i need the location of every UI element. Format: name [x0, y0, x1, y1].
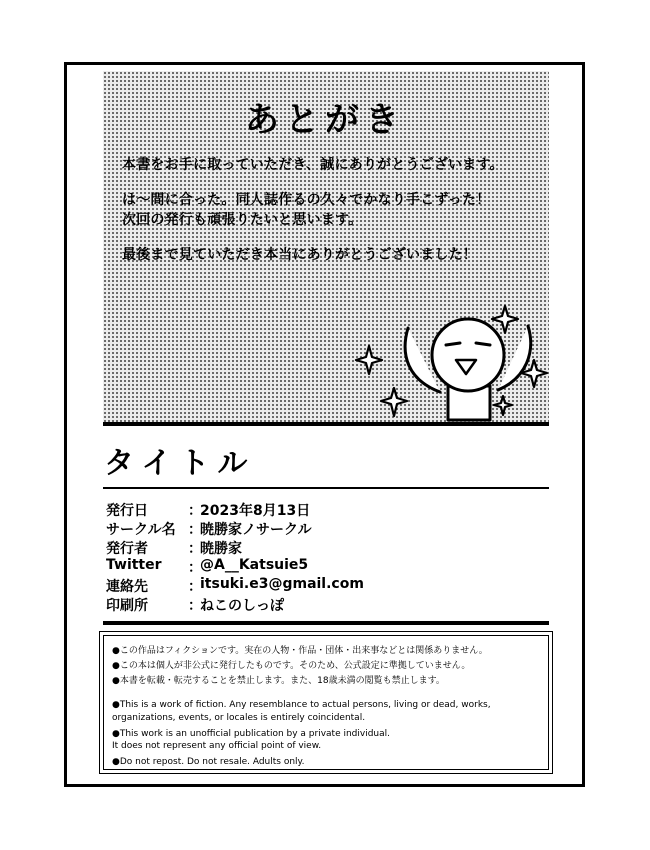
section-rule — [103, 621, 549, 625]
afterword-paragraph-3: 最後まで見ていただき本当にありがとうございました！ — [122, 247, 477, 263]
colophon-separator: ： — [188, 579, 202, 595]
sparkle-icon — [492, 306, 518, 333]
notice-line: It does not represent any official point of view. — [112, 741, 322, 751]
colophon-key: 印刷所 — [106, 598, 148, 614]
notice-line: ●This work is an unofficial publication by a private individual. — [112, 729, 391, 739]
colophon-separator: ： — [188, 522, 202, 538]
sparkle-icon — [381, 388, 407, 416]
title-rule — [103, 487, 549, 489]
colophon-value: @A__Katsuie5 — [200, 557, 309, 573]
colophon-separator: ： — [188, 541, 202, 557]
book-title: タイトル — [104, 446, 256, 481]
sparkle-icon — [356, 346, 382, 374]
afterword-paragraph-1: 本書をお手に取っていただき、誠にありがとうございます。 — [122, 157, 504, 173]
colophon-separator: ： — [188, 560, 202, 576]
colophon-key: Twitter — [106, 557, 162, 573]
colophon-key: サークル名 — [106, 522, 176, 538]
colophon-separator: ： — [188, 598, 202, 614]
afterword-paragraph-2-line-2: 次回の発行も頑張りたいと思います。 — [122, 212, 363, 228]
notice-line: ●この本は個人が非公式に発行したものです。そのため、公式設定に準拠していません。 — [112, 661, 471, 671]
notice-line: ●この作品はフィクションです。実在の人物・作品・団体・出来事などとは関係ありません。 — [112, 646, 488, 656]
notice-line: ●Do not repost. Do not resale. Adults only. — [112, 757, 305, 767]
cheering-character-illustration — [350, 300, 550, 425]
section-rule — [103, 422, 549, 426]
notice-line: organizations, events, or locales is entirely coincidental. — [112, 713, 366, 723]
colophon-key: 連絡先 — [106, 579, 148, 595]
afterword-title: あとがき — [245, 100, 405, 140]
colophon-key: 発行者 — [106, 541, 148, 557]
colophon-value: itsuki.e3@gmail.com — [200, 576, 364, 592]
colophon-value: 2023年8月13日 — [200, 503, 311, 519]
character-head — [432, 319, 504, 391]
colophon-value: 暁勝家ノサークル — [200, 522, 312, 538]
sparkle-icon — [494, 396, 512, 415]
notice-line: ●本書を転載・転売することを禁止します。また、18歳未満の閲覧も禁止します。 — [112, 676, 445, 686]
notice-line: ●This is a work of fiction. Any resemblance to actual persons, living or dead, works, — [112, 700, 491, 710]
colophon-value: ねこのしっぽ — [200, 598, 284, 614]
colophon-value: 暁勝家 — [200, 541, 242, 557]
colophon-key: 発行日 — [106, 503, 148, 519]
afterword-paragraph-2-line-1: は〜間に合った。同人誌作るの久々でかなり手こずった！ — [122, 192, 491, 208]
colophon-separator: ： — [188, 503, 202, 519]
